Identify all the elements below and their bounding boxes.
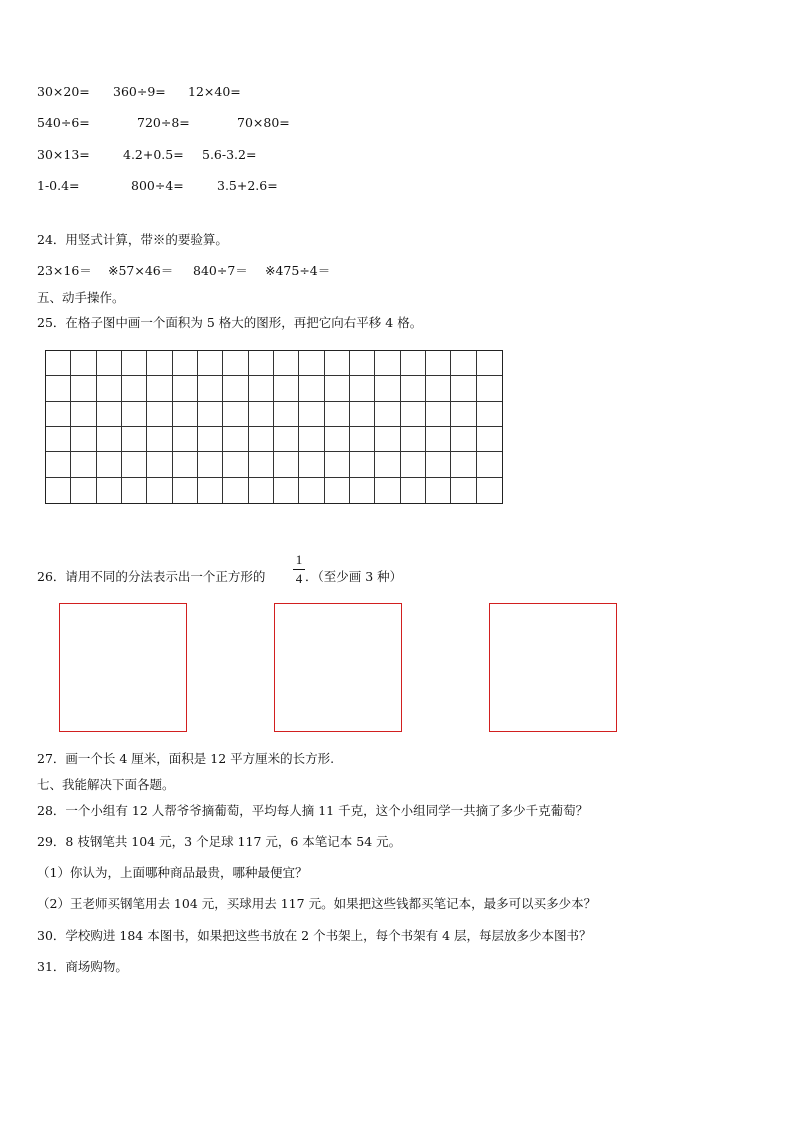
grid-cell[interactable]	[122, 452, 147, 477]
grid-cell[interactable]	[350, 402, 375, 427]
grid-cell[interactable]	[46, 478, 71, 503]
grid-cell[interactable]	[451, 351, 476, 376]
grid-cell[interactable]	[299, 427, 324, 452]
grid-cell[interactable]	[122, 376, 147, 401]
grid-cell[interactable]	[426, 427, 451, 452]
grid-cell[interactable]	[71, 427, 96, 452]
grid-cell[interactable]	[97, 402, 122, 427]
grid-cell[interactable]	[249, 376, 274, 401]
grid-cell[interactable]	[223, 427, 248, 452]
arith-r2-c1: 540÷6=	[37, 115, 90, 130]
grid-cell[interactable]	[147, 427, 172, 452]
q24-item-2: ※57×46＝	[108, 263, 174, 278]
grid-cell[interactable]	[71, 452, 96, 477]
grid-cell[interactable]	[477, 452, 502, 477]
q30-text: 30．学校购进 184 本图书，如果把这些书放在 2 个书架上，每个书架有 4 层，每层放多少本图书？	[37, 928, 592, 943]
grid-cell[interactable]	[71, 376, 96, 401]
arith-r4-c3: 3.5+2.6=	[217, 178, 278, 193]
arith-r4-c1: 1-0.4=	[37, 178, 80, 193]
grid-cell[interactable]	[198, 351, 223, 376]
grid-cell[interactable]	[46, 376, 71, 401]
grid-cell[interactable]	[274, 376, 299, 401]
grid-cell[interactable]	[249, 402, 274, 427]
grid-cell[interactable]	[223, 351, 248, 376]
q24-title: 24．用竖式计算，带※的要验算。	[37, 232, 228, 247]
grid-cell[interactable]	[299, 402, 324, 427]
square-drawing-area-2[interactable]	[274, 603, 402, 732]
grid-cell[interactable]	[97, 376, 122, 401]
grid-cell[interactable]	[147, 351, 172, 376]
grid-cell[interactable]	[198, 402, 223, 427]
arith-r3-c3: 5.6-3.2=	[202, 147, 257, 162]
grid-cell[interactable]	[401, 376, 426, 401]
grid-cell[interactable]	[325, 452, 350, 477]
grid-cell[interactable]	[375, 376, 400, 401]
grid-cell[interactable]	[401, 427, 426, 452]
arith-r2-c3: 70×80=	[237, 115, 290, 130]
grid-cell[interactable]	[147, 376, 172, 401]
grid-cell[interactable]	[325, 376, 350, 401]
grid-cell[interactable]	[147, 402, 172, 427]
q25-title: 25．在格子图中画一个面积为 5 格大的图形，再把它向右平移 4 格。	[37, 315, 423, 330]
grid-cell[interactable]	[249, 351, 274, 376]
grid-cell[interactable]	[147, 478, 172, 503]
grid-cell[interactable]	[71, 478, 96, 503]
grid-cell[interactable]	[173, 478, 198, 503]
q26-prefix: 26．请用不同的分法表示出一个正方形的	[37, 569, 266, 584]
grid-cell[interactable]	[249, 427, 274, 452]
q24-item-4: ※475÷4＝	[265, 263, 331, 278]
grid-cell[interactable]	[46, 351, 71, 376]
grid-cell[interactable]	[249, 478, 274, 503]
grid-cell[interactable]	[198, 427, 223, 452]
grid-cell[interactable]	[325, 427, 350, 452]
q31-text: 31．商场购物。	[37, 959, 128, 974]
q24-item-3: 840÷7＝	[193, 263, 248, 278]
grid-cell[interactable]	[426, 402, 451, 427]
grid-cell[interactable]	[451, 376, 476, 401]
grid-cell[interactable]	[223, 402, 248, 427]
grid-cell[interactable]	[71, 402, 96, 427]
q29-sub1: （1）你认为，上面哪种商品最贵，哪种最便宜？	[37, 865, 308, 880]
arith-r4-c2: 800÷4=	[131, 178, 184, 193]
grid-cell[interactable]	[198, 478, 223, 503]
grid-cell[interactable]	[477, 478, 502, 503]
grid-cell[interactable]	[122, 427, 147, 452]
grid-cell[interactable]	[122, 478, 147, 503]
grid-cell[interactable]	[198, 452, 223, 477]
grid-cell[interactable]	[274, 452, 299, 477]
grid-cell[interactable]	[350, 452, 375, 477]
q26-suffix: ．（至少画 3 种）	[305, 569, 403, 584]
grid-cell[interactable]	[299, 452, 324, 477]
arith-r2-c2: 720÷8=	[137, 115, 190, 130]
grid-cell[interactable]	[198, 376, 223, 401]
grid-cell[interactable]	[375, 427, 400, 452]
fraction-numerator: 1	[295, 552, 303, 567]
grid-cell[interactable]	[122, 351, 147, 376]
grid-cell[interactable]	[223, 452, 248, 477]
grid-cell[interactable]	[147, 452, 172, 477]
grid-cell[interactable]	[97, 478, 122, 503]
grid-cell[interactable]	[477, 376, 502, 401]
square-drawing-area-1[interactable]	[59, 603, 187, 732]
grid-cell[interactable]	[477, 351, 502, 376]
arith-r1-c1: 30×20=	[37, 84, 90, 99]
grid-cell[interactable]	[375, 351, 400, 376]
grid-cell[interactable]	[350, 478, 375, 503]
grid-cell[interactable]	[325, 402, 350, 427]
q28-text: 28．一个小组有 12 人帮爷爷摘葡萄，平均每人摘 11 千克，这个小组同学一共摘了多少千克葡萄？	[37, 803, 589, 818]
grid-cell[interactable]	[451, 452, 476, 477]
grid-cell[interactable]	[122, 402, 147, 427]
grid-cell[interactable]	[173, 427, 198, 452]
grid-cell[interactable]	[274, 478, 299, 503]
arith-r3-c2: 4.2+0.5=	[123, 147, 184, 162]
q27-text: 27．画一个长 4 厘米，面积是 12 平方厘米的长方形.	[37, 751, 335, 766]
grid-cell[interactable]	[46, 402, 71, 427]
grid-cell[interactable]	[350, 427, 375, 452]
grid-cell[interactable]	[426, 351, 451, 376]
grid-cell[interactable]	[223, 478, 248, 503]
grid-cell[interactable]	[46, 452, 71, 477]
grid-cell[interactable]	[451, 402, 476, 427]
square-drawing-area-3[interactable]	[489, 603, 617, 732]
grid-cell[interactable]	[325, 351, 350, 376]
grid-cell[interactable]	[325, 478, 350, 503]
grid-cell[interactable]	[223, 376, 248, 401]
section-7-heading: 七、我能解决下面各题。	[37, 777, 175, 792]
arith-r1-c3: 12×40=	[188, 84, 241, 99]
grid-cell[interactable]	[299, 351, 324, 376]
grid-cell[interactable]	[477, 402, 502, 427]
grid-cell[interactable]	[249, 452, 274, 477]
grid-cell[interactable]	[350, 351, 375, 376]
grid-cell[interactable]	[375, 478, 400, 503]
grid-cell[interactable]	[451, 427, 476, 452]
grid-cell[interactable]	[274, 427, 299, 452]
grid-cell[interactable]	[274, 402, 299, 427]
grid-cell[interactable]	[46, 427, 71, 452]
grid-cell[interactable]	[401, 351, 426, 376]
grid-cell[interactable]	[173, 452, 198, 477]
grid-cell[interactable]	[477, 427, 502, 452]
q24-item-1: 23×16＝	[37, 263, 92, 278]
grid-cell[interactable]	[426, 452, 451, 477]
q29-title: 29．8 枝钢笔共 104 元，3 个足球 117 元，6 本笔记本 54 元。	[37, 834, 402, 849]
grid-cell[interactable]	[71, 351, 96, 376]
grid-cell[interactable]	[375, 452, 400, 477]
grid-cell[interactable]	[97, 351, 122, 376]
grid-cell[interactable]	[173, 351, 198, 376]
grid-cell[interactable]	[173, 376, 198, 401]
fraction-bar	[293, 569, 305, 570]
grid-cell[interactable]	[299, 376, 324, 401]
grid-cell[interactable]	[274, 351, 299, 376]
arith-r1-c2: 360÷9=	[113, 84, 166, 99]
section-5-heading: 五、动手操作。	[37, 290, 125, 305]
grid-cell[interactable]	[299, 478, 324, 503]
grid-cell[interactable]	[426, 376, 451, 401]
drawing-grid[interactable]	[45, 350, 503, 504]
grid-cell[interactable]	[350, 376, 375, 401]
grid-cell[interactable]	[173, 402, 198, 427]
grid-cell[interactable]	[401, 452, 426, 477]
grid-cell[interactable]	[97, 427, 122, 452]
q29-sub2: （2）王老师买钢笔用去 104 元，买球用去 117 元。如果把这些钱都买笔记本，最多可以买多少本？	[37, 896, 597, 911]
grid-cell[interactable]	[97, 452, 122, 477]
grid-cell[interactable]	[451, 478, 476, 503]
arith-r3-c1: 30×13=	[37, 147, 90, 162]
grid-cell[interactable]	[426, 478, 451, 503]
fraction-one-quarter	[293, 553, 305, 585]
grid-cell[interactable]	[401, 402, 426, 427]
fraction-denominator: 4	[295, 571, 303, 586]
grid-cell[interactable]	[375, 402, 400, 427]
grid-cell[interactable]	[401, 478, 426, 503]
